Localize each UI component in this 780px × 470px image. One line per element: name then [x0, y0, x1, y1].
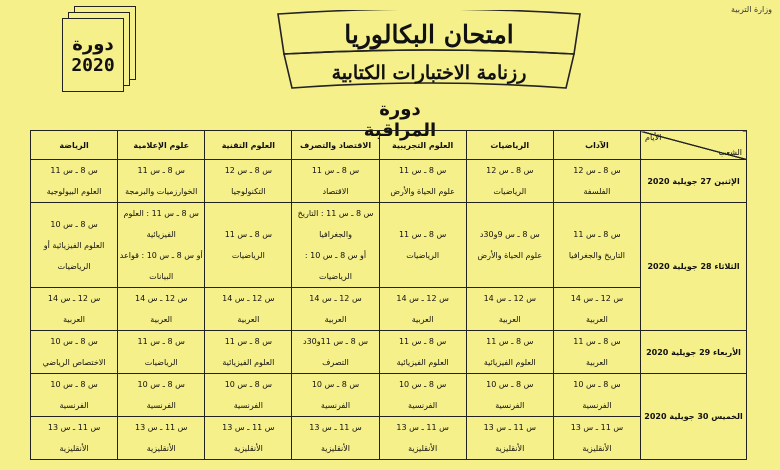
exam-time: س 12 ـ س 14	[570, 294, 624, 303]
exam-time: س 11 ـ س 13	[483, 423, 536, 432]
exam-subject: الفرنسية	[233, 401, 263, 410]
exam-time: س 8 ـ س 10	[311, 380, 360, 389]
exam-subject: العلوم الفيزيائية أو الرياضيات	[43, 240, 105, 271]
exam-cell	[118, 288, 205, 331]
schedule-body	[31, 160, 747, 460]
exam-time: س 12 ـ س 14	[396, 294, 449, 303]
exam-subject: الأنقليزية	[495, 444, 525, 453]
exam-cell	[292, 417, 379, 460]
exam-time: س 12 ـ س 14	[483, 294, 536, 303]
exam-time: س 8 ـ س 12	[486, 166, 534, 175]
title-banner	[274, 10, 584, 92]
exam-cell	[205, 288, 292, 331]
exam-subject: الرياضيات	[406, 251, 440, 260]
exam-cell	[379, 417, 466, 460]
exam-cell	[31, 288, 118, 331]
exam-cell	[466, 203, 553, 288]
column-header: الرياضة	[31, 131, 118, 160]
day-label: الأربعاء 29 جويلية 2020	[641, 331, 747, 374]
exam-time: س 8 ـ س 11و30د	[303, 337, 368, 346]
exam-cell	[292, 374, 379, 417]
exam-cell	[31, 203, 118, 288]
exam-time: س 12 ـ س 14	[135, 294, 188, 303]
exam-cell	[118, 331, 205, 374]
exam-subject: العربية	[237, 315, 260, 324]
exam-cell	[205, 417, 292, 460]
exam-subject: الرياضيات	[493, 187, 527, 196]
exam-subject: العربية	[150, 315, 173, 324]
exam-time: س 11 ـ س 13	[309, 423, 362, 432]
exam-cell	[292, 160, 379, 203]
column-header: الاقتصاد والتصرف	[292, 131, 379, 160]
exam-subject: العلوم البيولوجية	[46, 187, 102, 196]
exam-time: س 8 ـ س 11	[398, 337, 447, 346]
exam-cell	[205, 374, 292, 417]
exam-cell	[118, 417, 205, 460]
exam-time: س 8 ـ س 11	[137, 166, 185, 175]
exam-subject: الخوارزميات والبرمجة	[125, 187, 198, 196]
exam-subject: الأنقليزية	[233, 444, 263, 453]
exam-subject: الأنقليزية	[408, 444, 438, 453]
exam-title: امتحان البكالوريا	[344, 20, 514, 49]
exam-subject: علوم الحياة والأرض	[390, 187, 455, 196]
exam-time: س 8 ـ س 11 : العلوم الفيزيائية	[123, 209, 199, 239]
exam-cell	[118, 374, 205, 417]
exam-subject: الفرنسية	[495, 401, 525, 410]
schedule-row	[31, 160, 747, 203]
schedule-row	[31, 417, 747, 460]
column-header: علوم الإعلامية	[118, 131, 205, 160]
exam-subject: الأنقليزية	[146, 444, 176, 453]
exam-cell	[292, 331, 379, 374]
day-label: الإثنين 27 جويلية 2020	[641, 160, 747, 203]
exam-schedule-table	[30, 130, 747, 460]
exam-time: س 12 ـ س 14	[309, 294, 362, 303]
exam-subject: الفرنسية	[582, 401, 612, 410]
exam-time: س 8 ـ س 12	[224, 166, 273, 175]
exam-subject: الاختصاص الرياضي	[42, 358, 106, 367]
exam-cell	[553, 417, 640, 460]
exam-subject: العلوم الفيزيائية	[483, 358, 536, 367]
exam-subject: العلوم الفيزيائية	[396, 358, 449, 367]
exam-time: س 8 ـ س 10	[398, 380, 447, 389]
exam-cell	[553, 331, 640, 374]
exam-cell	[118, 160, 205, 203]
exam-subject: العربية	[585, 315, 608, 324]
exam-subject: الأنقليزية	[59, 444, 89, 453]
exam-subject: العربية	[585, 358, 608, 367]
exam-subject: العلوم الفيزيائية	[222, 358, 275, 367]
exam-subject: الفرنسية	[146, 401, 176, 410]
header-row	[31, 131, 747, 160]
session-year-box	[62, 6, 134, 96]
exam-time: س 8 ـ س 10	[573, 380, 621, 389]
schedule-row	[31, 331, 747, 374]
exam-cell	[466, 331, 553, 374]
column-header: الرياضيات	[466, 131, 553, 160]
exam-time: س 8 ـ س 11	[224, 230, 273, 239]
exam-cell	[553, 203, 640, 288]
exam-time: س 8 ـ س 11	[50, 166, 98, 175]
exam-subject: التكنولوجيا	[231, 187, 266, 196]
day-label: الخميس 30 جويلية 2020	[641, 374, 747, 460]
exam-time: س 8 ـ س 11 : التاريخ والجغرافيا	[297, 209, 374, 239]
exam-time: س 11 ـ س 13	[570, 423, 624, 432]
exam-time: س 8 ـ س 10	[486, 380, 534, 389]
paper-sheet-front	[62, 18, 124, 92]
exam-cell	[31, 374, 118, 417]
exam-subject: الفرنسية	[408, 401, 438, 410]
exam-time: س 8 ـ س 11	[398, 230, 447, 239]
exam-time: س 11 ـ س 13	[135, 423, 188, 432]
exam-subject: الرياضيات	[144, 358, 178, 367]
exam-subject: التصرف	[322, 358, 349, 367]
exam-time: س 8 ـ س 11	[224, 337, 273, 346]
exam-time: س 11 ـ س 13	[222, 423, 275, 432]
exam-cell	[553, 374, 640, 417]
exam-time: س 8 ـ س 11	[573, 337, 621, 346]
exam-time: س 12 ـ س 14	[47, 294, 101, 303]
exam-cell	[31, 160, 118, 203]
exam-subject: الأنقليزية	[582, 444, 612, 453]
exam-subject: الفرنسية	[59, 401, 89, 410]
exam-cell	[553, 160, 640, 203]
exam-subject: العربية	[63, 315, 86, 324]
exam-subject: العربية	[498, 315, 521, 324]
exam-cell	[553, 288, 640, 331]
exam-cell	[466, 288, 553, 331]
exam-cell	[205, 331, 292, 374]
exam-time: س 8 ـ س 10	[50, 380, 98, 389]
exam-cell	[466, 160, 553, 203]
exam-subject: العربية	[411, 315, 434, 324]
exam-subject: الأنقليزية	[320, 444, 351, 453]
exam-cell	[31, 331, 118, 374]
schedule-row	[31, 374, 747, 417]
exam-subject: التاريخ والجغرافيا	[568, 251, 626, 260]
corner-top-label: الشعب	[718, 148, 742, 157]
session-title: دورة المراقبة	[363, 99, 437, 141]
exam-cell	[31, 417, 118, 460]
exam-time: س 11 ـ س 13	[396, 423, 449, 432]
exam-cell	[118, 203, 205, 288]
session-word: دورة	[72, 34, 114, 55]
exam-cell	[466, 374, 553, 417]
session-year: 2020	[71, 55, 115, 76]
exam-time: س 8 ـ س 12	[573, 166, 621, 175]
exam-time: س 12 ـ س 14	[222, 294, 275, 303]
exam-time: س 8 ـ س 10	[50, 337, 98, 346]
exam-time: س 8 ـ س 11	[398, 166, 447, 175]
exam-subtitle: رزنامة الاختبارات الكتابية	[331, 62, 527, 84]
exam-cell	[379, 331, 466, 374]
column-header: العلوم التقنية	[205, 131, 292, 160]
exam-cell	[379, 160, 466, 203]
exam-time: س 8 ـ س 10	[50, 219, 98, 229]
column-header: العلوم التجريبية	[379, 131, 466, 160]
corner-header	[641, 131, 747, 160]
exam-time: س 8 ـ س 11	[311, 166, 360, 175]
exam-time: س 11 ـ س 13	[47, 423, 101, 432]
exam-subject: الرياضيات	[231, 251, 265, 260]
exam-subject: الفلسفة	[583, 187, 611, 196]
exam-subject: أو س 8 ـ س 10 : قواعد البيانات	[119, 251, 203, 281]
schedule-row	[31, 203, 747, 288]
exam-time: س 8 ـ س 11	[573, 230, 621, 239]
exam-time: س 8 ـ س 10	[137, 380, 185, 389]
exam-cell	[292, 203, 379, 288]
exam-subject: أو س 8 ـ س 10 : الرياضيات	[304, 251, 367, 281]
day-label: الثلاثاء 28 جويلية 2020	[641, 203, 747, 331]
ministry-label: وزارة التربية	[731, 5, 772, 14]
exam-subject: علوم الحياة والأرض	[477, 251, 543, 260]
exam-subject: الفرنسية	[320, 401, 351, 410]
exam-time: س 8 ـ س 11	[137, 337, 185, 346]
exam-time: س 8 ـ س 9و30د	[479, 230, 540, 239]
exam-subject: الاقتصاد	[322, 187, 349, 196]
exam-cell	[205, 160, 292, 203]
exam-time: س 8 ـ س 11	[486, 337, 534, 346]
exam-cell	[379, 288, 466, 331]
schedule-row	[31, 288, 747, 331]
exam-time: س 8 ـ س 10	[224, 380, 273, 389]
exam-cell	[379, 203, 466, 288]
exam-cell	[292, 288, 379, 331]
exam-cell	[466, 417, 553, 460]
exam-cell	[379, 374, 466, 417]
corner-bottom-label: الأيام	[645, 133, 662, 142]
exam-cell	[205, 203, 292, 288]
column-header: الآداب	[553, 131, 640, 160]
exam-subject: العربية	[324, 315, 347, 324]
